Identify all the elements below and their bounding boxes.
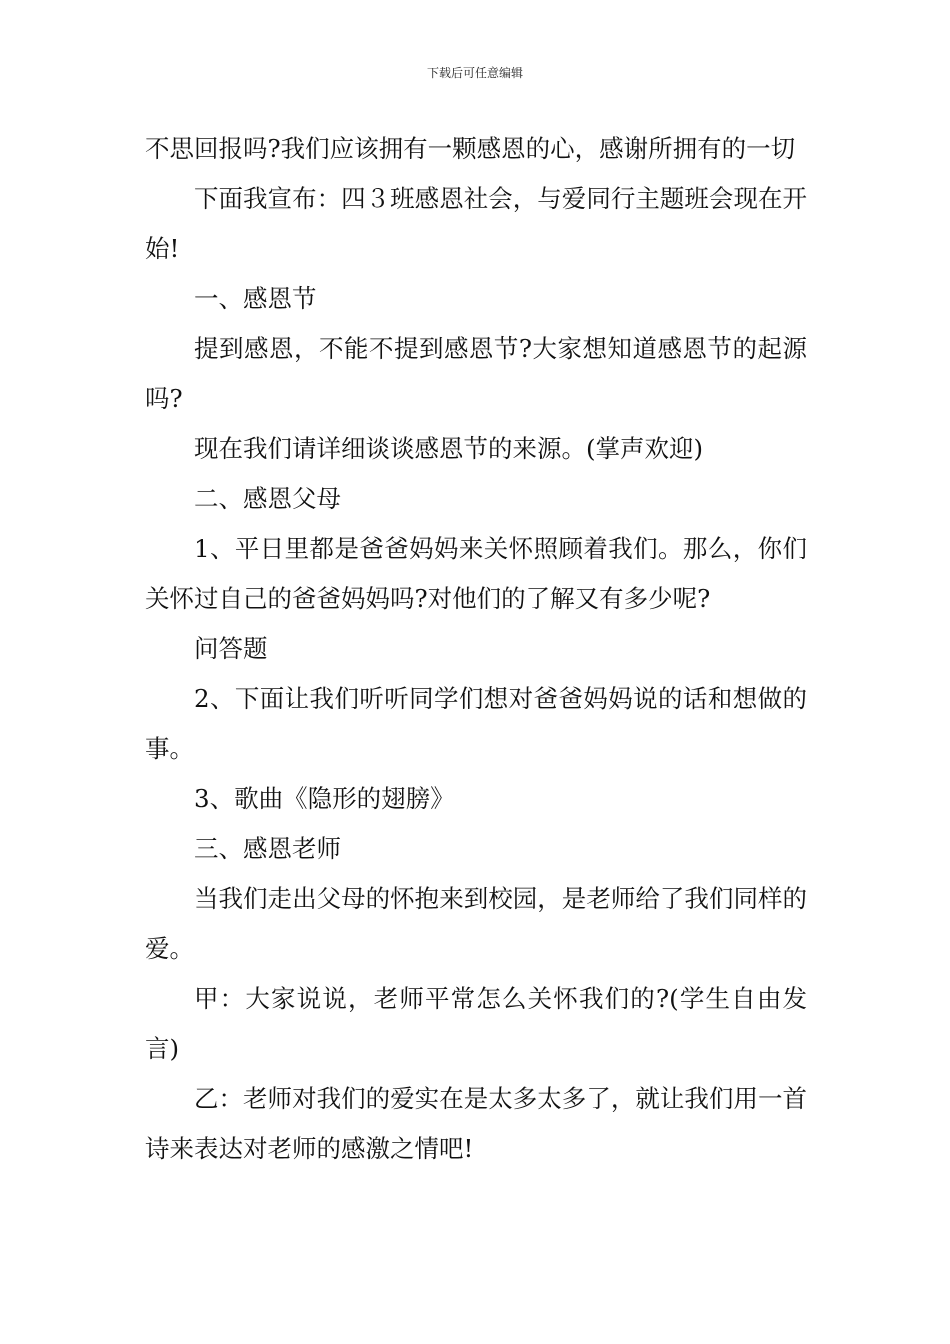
paragraph-5: 1、平日里都是爸爸妈妈来关怀照顾着我们。那么，你们关怀过自己的爸爸妈妈吗?对他们的了解又有多少呢? [145, 534, 807, 613]
paragraph-6: 问答题 [194, 634, 268, 663]
paragraph-9: 当我们走出父母的怀抱来到校园，是老师给了我们同样的爱。 [145, 884, 807, 963]
paragraph-8: 3、歌曲《隐形的翅膀》 [194, 784, 455, 813]
paragraph-7: 2、下面让我们听听同学们想对爸爸妈妈说的话和想做的事。 [145, 684, 807, 763]
paragraph-2: 下面我宣布：四３班感恩社会，与爱同行主题班会现在开始! [145, 184, 807, 263]
paragraph-10: 甲：大家说说，老师平常怎么关怀我们的?(学生自由发言) [145, 984, 807, 1063]
document-body [145, 124, 807, 1174]
paragraph-11: 乙：老师对我们的爱实在是太多太多了，就让我们用一首诗来表达对老师的感激之情吧! [145, 1084, 807, 1163]
section-heading-3: 三、感恩老师 [194, 834, 341, 863]
paragraph-1: 不思回报吗?我们应该拥有一颗感恩的心，感谢所拥有的一切 [145, 134, 796, 163]
paragraph-4: 现在我们请详细谈谈感恩节的来源。(掌声欢迎) [194, 434, 704, 463]
section-heading-2: 二、感恩父母 [194, 484, 341, 513]
page-header: 下载后可任意编辑 [426, 66, 523, 80]
paragraph-3: 提到感恩，不能不提到感恩节?大家想知道感恩节的起源吗? [145, 334, 807, 413]
section-heading-1: 一、感恩节 [194, 284, 317, 313]
